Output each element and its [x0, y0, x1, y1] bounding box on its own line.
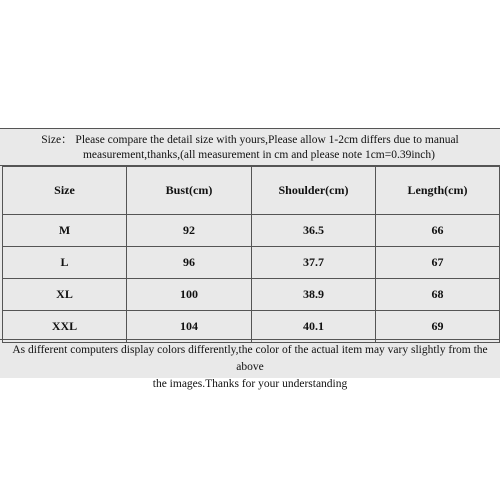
- size-chart: [0, 128, 500, 390]
- cell-shoulder: 36.5: [252, 215, 376, 247]
- cell-shoulder: 38.9: [252, 279, 376, 311]
- intro-line-1: Size： Please compare the detail size with yours,Please allow 1-2cm differs due to manual: [41, 134, 459, 146]
- header-bust: Bust(cm): [127, 167, 252, 215]
- header-shoulder: Shoulder(cm): [252, 167, 376, 215]
- disclaimer-line-1: As different computers display colors differently,the color of the actual item may vary slightly from the above: [12, 344, 488, 373]
- cell-bust: 100: [127, 279, 252, 311]
- table-row: [3, 279, 500, 311]
- table-row: [3, 311, 500, 343]
- cell-size: XXL: [3, 311, 127, 343]
- cell-size: XL: [3, 279, 127, 311]
- color-disclaimer: [0, 339, 500, 393]
- disclaimer-line-2: the images.Thanks for your understanding: [152, 378, 348, 390]
- cell-bust: 92: [127, 215, 252, 247]
- table-row: [3, 247, 500, 279]
- cell-shoulder: 37.7: [252, 247, 376, 279]
- header-length: Length(cm): [376, 167, 500, 215]
- table-header-row: [3, 167, 500, 215]
- cell-length: 69: [376, 311, 500, 343]
- cell-size: M: [3, 215, 127, 247]
- cell-bust: 104: [127, 311, 252, 343]
- cell-bust: 96: [127, 247, 252, 279]
- cell-length: 66: [376, 215, 500, 247]
- table-row: [3, 215, 500, 247]
- cell-shoulder: 40.1: [252, 311, 376, 343]
- size-chart-intro: [0, 128, 500, 166]
- cell-length: 68: [376, 279, 500, 311]
- cell-size: L: [3, 247, 127, 279]
- intro-line-2: measurement,thanks,(all measurement in cm and please note 1cm=0.39inch): [82, 149, 435, 161]
- size-table: [2, 166, 500, 343]
- header-size: Size: [3, 167, 127, 215]
- cell-length: 67: [376, 247, 500, 279]
